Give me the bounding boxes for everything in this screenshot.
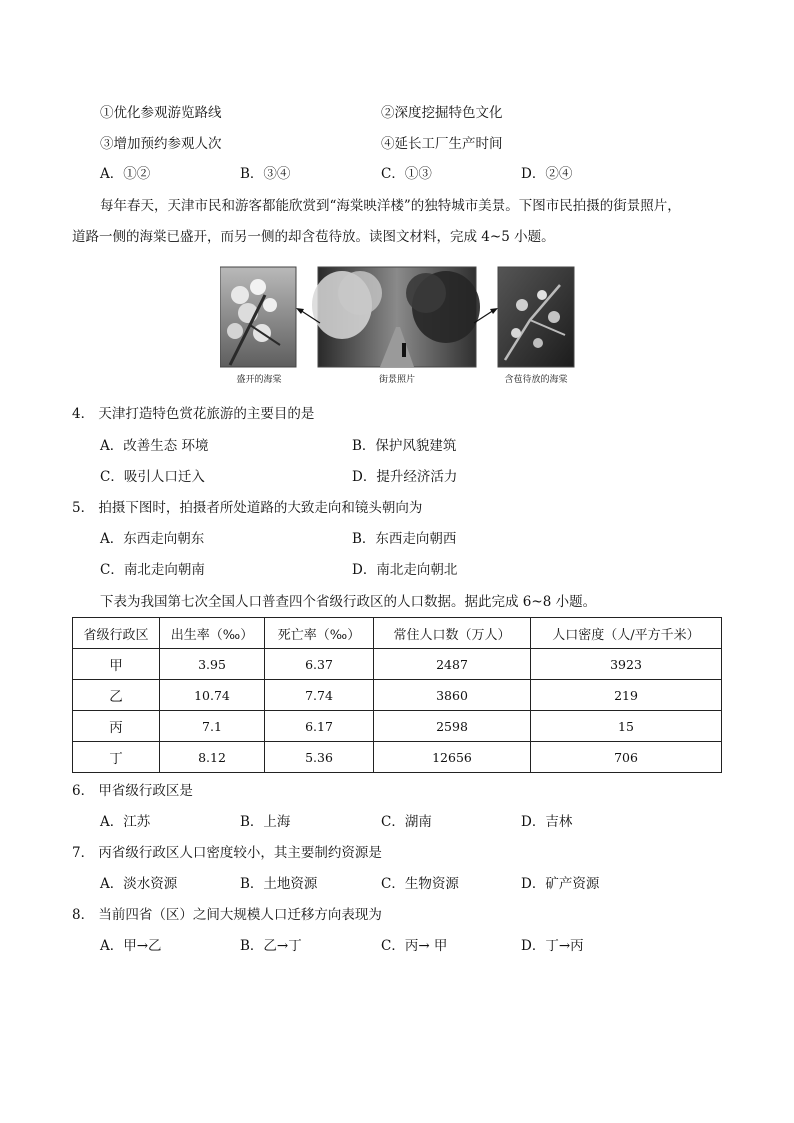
- table-cell: 3923: [531, 649, 722, 680]
- table-cell: 乙: [73, 680, 160, 711]
- table-header-cell: 常住人口数（万人）: [374, 618, 531, 649]
- intro-line-1: 每年春天，天津市民和游客都能欣赏到“海棠映洋楼”的独特城市美景。下图市民拍摄的街景照片，: [100, 198, 681, 214]
- q5-choice-b: B．东西走向朝西: [352, 531, 457, 547]
- table-header-cell: 人口密度（人/平方千米）: [531, 618, 722, 649]
- table-cell: 219: [531, 680, 722, 711]
- table-row: [73, 711, 722, 742]
- table-row: [73, 742, 722, 773]
- table-row: [73, 680, 722, 711]
- table-cell: 5.36: [265, 742, 374, 773]
- q6-choice-d: D．吉林: [521, 814, 573, 830]
- q3-option-4: ④延长工厂生产时间: [381, 136, 503, 152]
- table-cell: 3.95: [160, 649, 265, 680]
- q7-choice-d: D．矿产资源: [521, 876, 600, 892]
- table-row: [73, 649, 722, 680]
- q6-choice-b: B．上海: [240, 814, 291, 830]
- table-header-cell: 出生率（‰）: [160, 618, 265, 649]
- figure-photos: [220, 265, 576, 373]
- q3-choice-a: A．①②: [100, 166, 151, 182]
- q4-choice-b: B．保护风貌建筑: [352, 438, 457, 454]
- table-cell: 6.37: [265, 649, 374, 680]
- q7-stem: 7． 丙省级行政区人口密度较小，其主要制约资源是: [72, 845, 382, 861]
- table-cell: 15: [531, 711, 722, 742]
- q6-choice-a: A．江苏: [100, 814, 151, 830]
- q8-choice-d: D．丁→丙: [521, 938, 584, 954]
- table-intro: 下表为我国第七次全国人口普查四个省级行政区的人口数据。据此完成 6~8 小题。: [100, 594, 597, 610]
- q6-stem: 6． 甲省级行政区是: [72, 783, 193, 799]
- caption-budding: 含苞待放的海棠: [504, 375, 568, 385]
- q7-choice-b: B．土地资源: [240, 876, 318, 892]
- table-cell: 3860: [374, 680, 531, 711]
- table-cell: 甲: [73, 649, 160, 680]
- table-cell: 12656: [374, 742, 531, 773]
- caption-street: 街景照片: [378, 375, 415, 385]
- budding-photo: [498, 267, 574, 367]
- q5-choice-d: D．南北走向朝北: [352, 562, 458, 578]
- q3-option-1: ①优化参观游览路线: [100, 105, 222, 121]
- table-cell: 8.12: [160, 742, 265, 773]
- table-cell: 7.74: [265, 680, 374, 711]
- population-table: [72, 617, 722, 773]
- table-cell: 7.1: [160, 711, 265, 742]
- street-photo: [312, 267, 480, 367]
- table-cell: 6.17: [265, 711, 374, 742]
- q4-choice-a: A．改善生态 环境: [100, 438, 209, 454]
- q7-choice-a: A．淡水资源: [100, 876, 178, 892]
- blooming-photo: [220, 267, 296, 367]
- table-cell: 丁: [73, 742, 160, 773]
- table-header-cell: 省级行政区: [73, 618, 160, 649]
- q5-choice-c: C．南北走向朝南: [100, 562, 205, 578]
- q7-choice-c: C．生物资源: [381, 876, 459, 892]
- q3-option-2: ②深度挖掘特色文化: [381, 105, 503, 121]
- table-cell: 丙: [73, 711, 160, 742]
- table-cell: 2598: [374, 711, 531, 742]
- q8-choice-b: B．乙→丁: [240, 938, 302, 954]
- table-header-row: [73, 618, 722, 649]
- q4-choice-c: C．吸引人口迁入: [100, 469, 205, 485]
- q8-stem: 8． 当前四省（区）之间大规模人口迁移方向表现为: [72, 907, 382, 923]
- q5-stem: 5． 拍摄下图时，拍摄者所处道路的大致走向和镜头朝向为: [72, 500, 423, 516]
- q3-choice-c: C．①③: [381, 166, 432, 182]
- caption-blooming: 盛开的海棠: [236, 375, 282, 385]
- table-cell: 706: [531, 742, 722, 773]
- q3-choice-b: B．③④: [240, 166, 291, 182]
- q6-choice-c: C．湖南: [381, 814, 432, 830]
- table-cell: 10.74: [160, 680, 265, 711]
- table-header-cell: 死亡率（‰）: [265, 618, 374, 649]
- q3-choice-d: D．②④: [521, 166, 573, 182]
- q8-choice-c: C．丙→ 甲: [381, 938, 448, 954]
- q4-stem: 4． 天津打造特色赏花旅游的主要目的是: [72, 406, 315, 422]
- q8-choice-a: A．甲→乙: [100, 938, 162, 954]
- table-cell: 2487: [374, 649, 531, 680]
- q4-choice-d: D．提升经济活力: [352, 469, 458, 485]
- q3-option-3: ③增加预约参观人次: [100, 136, 222, 152]
- q5-choice-a: A．东西走向朝东: [100, 531, 205, 547]
- intro-line-2: 道路一侧的海棠已盛开，而另一侧的却含苞待放。读图文材料，完成 4~5 小题。: [72, 229, 555, 245]
